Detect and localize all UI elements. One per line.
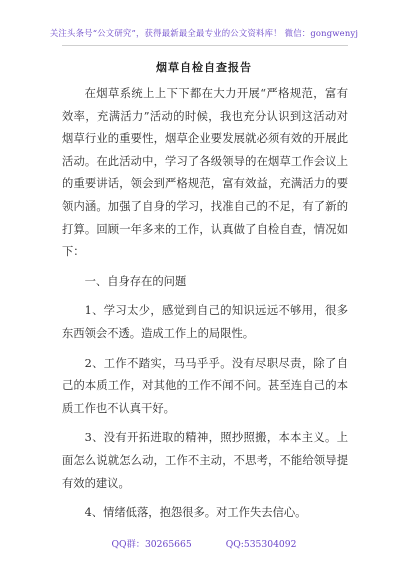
document-title: 烟草自检自查报告: [156, 61, 252, 74]
issue-item-1: 1、学习太少，感觉到自己的知识远远不够用，很多东西领会不透。造成工作上的局限性。: [62, 304, 348, 340]
issue-item-4: 4、情绪低落，抱怨很多。对工作失去信心。: [84, 506, 307, 520]
issue-item-2: 2、工作不踏实，马马乎乎。没有尽职尽责，除了自己的本质工作，对其他的工作不闻不问。甚至连自己的本质工作也不认真干好。: [62, 356, 348, 415]
footer-banner: [0, 536, 408, 550]
document-body: [62, 83, 348, 525]
qq-group-text: QQ群：30265665: [111, 539, 192, 550]
issue-item-3: 3、没有开拓进取的精神，照抄照搬，本本主义。上面怎么说就怎么动，工作不主动，不思考，不能给领导提有效的建议。: [62, 431, 348, 490]
header-banner: 关注头条号“公文研究”，获得最新最全最专业的公文资料库！ 微信：gongwenyj: [49, 28, 359, 38]
intro-paragraph: 在烟草系统上上下下都在大力开展“严格规范，富有效率，充满活力”活动的时候，我也充分认识到这活动对烟草行业的重要性，烟草企业要发展就必须有效的开展此活动。在此活动中，学习了各级领导的在烟草工作会议上的重要讲话，领会到严格规范，富有效益，充满活力的要领内涵。加强了自身的学习，找准自己的不足，有了新的打算。回顾一年多来的工作，认真做了自检自查，情况如下：: [62, 87, 348, 259]
qq-contact-text: QQ:535304092: [225, 539, 297, 550]
header-divider: [62, 45, 348, 46]
section-heading: 一、自身存在的问题: [84, 274, 187, 288]
